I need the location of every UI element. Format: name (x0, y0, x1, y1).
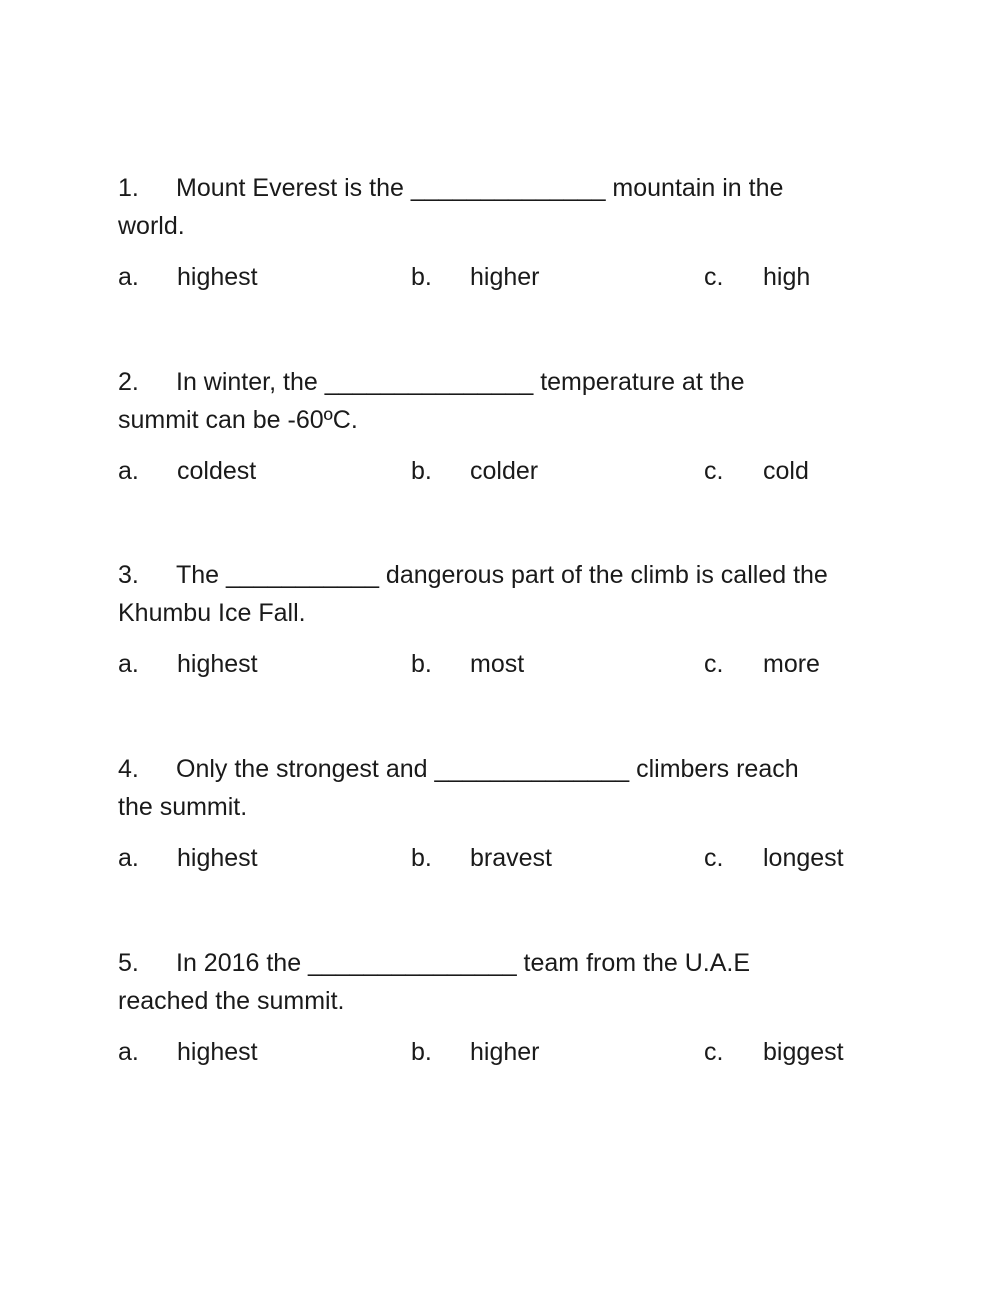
option-letter: c. (704, 263, 724, 291)
question-number: 1. (118, 174, 139, 202)
option-letter: a. (118, 263, 139, 291)
answer-options (118, 645, 888, 683)
option-c[interactable] (704, 839, 844, 877)
question-number: 4. (118, 755, 139, 783)
option-text: colder (470, 457, 539, 485)
question-1 (118, 169, 888, 296)
answer-options (118, 839, 888, 877)
option-a[interactable] (118, 258, 258, 296)
question-4 (118, 750, 888, 877)
question-stem (118, 363, 888, 439)
question-text-line2: Khumbu Ice Fall. (118, 599, 306, 627)
option-b[interactable] (411, 1033, 540, 1071)
option-text: bravest (470, 844, 552, 872)
question-number: 5. (118, 949, 139, 977)
option-text: higher (470, 1038, 540, 1066)
option-text: highest (177, 844, 258, 872)
question-text-line1: Mount Everest is the ______________ mountain in the (176, 174, 784, 202)
option-text: highest (177, 650, 258, 678)
question-stem (118, 556, 888, 632)
option-c[interactable] (704, 452, 809, 490)
option-text: more (763, 650, 820, 678)
option-text: highest (177, 1038, 258, 1066)
option-b[interactable] (411, 452, 538, 490)
option-text: highest (177, 263, 258, 291)
option-a[interactable] (118, 645, 258, 683)
option-b[interactable] (411, 645, 524, 683)
question-text-line1: Only the strongest and ______________ climbers reach (176, 755, 799, 783)
question-stem (118, 944, 888, 1020)
option-letter: b. (411, 457, 432, 485)
question-stem (118, 169, 888, 245)
question-number: 3. (118, 561, 139, 589)
option-text: coldest (177, 457, 257, 485)
option-letter: b. (411, 650, 432, 678)
option-letter: c. (704, 844, 724, 872)
option-text: longest (763, 844, 844, 872)
option-letter: a. (118, 844, 139, 872)
option-c[interactable] (704, 258, 810, 296)
answer-options (118, 258, 888, 296)
question-2 (118, 363, 888, 490)
option-letter: c. (704, 1038, 724, 1066)
option-text: cold (763, 457, 809, 485)
option-text: biggest (763, 1038, 844, 1066)
question-text-line2: world. (118, 212, 185, 240)
option-a[interactable] (118, 1033, 258, 1071)
question-text-line1: In 2016 the _______________ team from the U.A.E (176, 949, 751, 977)
option-text: higher (470, 263, 540, 291)
option-a[interactable] (118, 452, 256, 490)
option-b[interactable] (411, 258, 540, 296)
question-text-line1: In winter, the _______________ temperature at the (176, 368, 745, 396)
option-b[interactable] (411, 839, 552, 877)
option-c[interactable] (704, 645, 820, 683)
question-text-line2: summit can be -60ºC. (118, 406, 358, 434)
option-letter: b. (411, 844, 432, 872)
option-letter: a. (118, 1038, 139, 1066)
option-letter: b. (411, 1038, 432, 1066)
option-letter: a. (118, 457, 139, 485)
question-5 (118, 944, 888, 1071)
option-letter: c. (704, 457, 724, 485)
option-letter: c. (704, 650, 724, 678)
answer-options (118, 1033, 888, 1071)
question-text-line2: the summit. (118, 793, 248, 821)
option-a[interactable] (118, 839, 258, 877)
option-c[interactable] (704, 1033, 844, 1071)
answer-options (118, 452, 888, 490)
option-letter: a. (118, 650, 139, 678)
question-number: 2. (118, 368, 139, 396)
question-stem (118, 750, 888, 826)
question-text-line2: reached the summit. (118, 987, 345, 1015)
option-text: most (470, 650, 525, 678)
question-3 (118, 556, 888, 683)
option-text: high (763, 263, 811, 291)
question-text-line1: The ___________ dangerous part of the climb is called the (176, 561, 828, 589)
option-letter: b. (411, 263, 432, 291)
